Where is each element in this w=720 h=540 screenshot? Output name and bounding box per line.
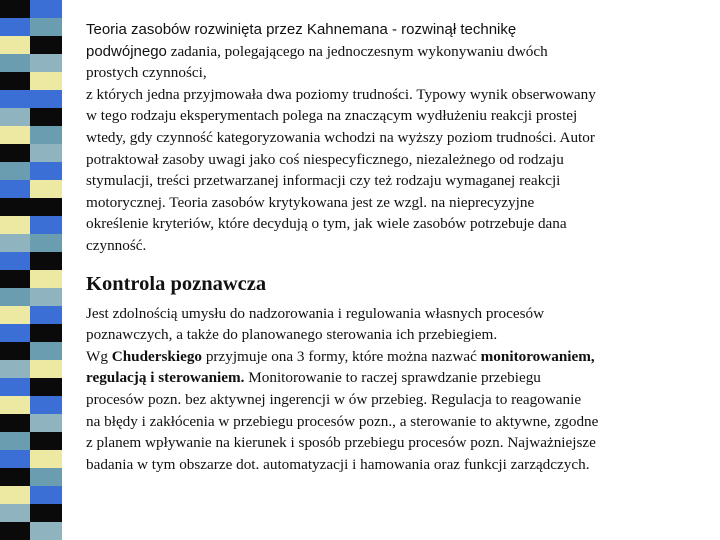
stripe-block (30, 90, 62, 108)
stripe-block (30, 234, 62, 252)
decorative-stripe (0, 0, 62, 540)
text-line: określenie kryteriów, które decydują o tym, jak wiele zasobów potrzebuje dana (86, 215, 567, 233)
text-line: na błędy i zakłócenia w przebiegu procesów pozn., a sterowanie to aktywne, zgodne (86, 412, 599, 430)
stripe-block (0, 126, 30, 144)
stripe-block (30, 180, 62, 198)
stripe-block (0, 504, 30, 522)
stripe-block (0, 414, 30, 432)
stripe-block (30, 396, 62, 414)
stripe-block (30, 432, 62, 450)
stripe-block (0, 270, 30, 288)
text-line: potraktował zasoby uwagi jako coś niespecyficznego, niezależnego od rodzaju (86, 150, 564, 168)
paragraph-cognitive-control (86, 303, 706, 476)
stripe-block (30, 72, 62, 90)
stripe-block (0, 198, 30, 216)
text-line: zadania, polegającego na jednoczesnym wykonywaniu dwóch (166, 42, 548, 60)
stripe-block (30, 0, 62, 18)
stripe-block (30, 252, 62, 270)
stripe-block (30, 108, 62, 126)
stripe-block (30, 486, 62, 504)
stripe-block (0, 36, 30, 54)
stripe-block (30, 126, 62, 144)
stripe-block (30, 36, 62, 54)
text-line: procesów pozn. bez aktywnej ingerencji w ów przebieg. Regulacja to reagowanie (86, 390, 582, 408)
stripe-block (30, 468, 62, 486)
text-line: poznawczych, a także do planowanego sterowania ich przebiegiem. (86, 326, 498, 344)
stripe-block (0, 450, 30, 468)
stripe-block (0, 144, 30, 162)
stripe-block (30, 198, 62, 216)
stripe-block (0, 324, 30, 342)
stripe-block (0, 108, 30, 126)
stripe-block (0, 432, 30, 450)
stripe-block (30, 414, 62, 432)
stripe-block (0, 18, 30, 36)
text-line: motorycznej. Teoria zasobów krytykowana jest ze wzgl. na nieprecyzyjne (86, 193, 535, 211)
stripe-block (0, 90, 30, 108)
text-segment: przyjmuje ona 3 formy, które można nazwać (202, 347, 481, 365)
paragraph-resource-theory (86, 19, 706, 257)
stripe-block (0, 54, 30, 72)
stripe-block (30, 18, 62, 36)
stripe-block (0, 0, 30, 18)
stripe-block (0, 180, 30, 198)
stripe-block (30, 54, 62, 72)
slide-content (86, 19, 706, 475)
stripe-block (0, 288, 30, 306)
stripe-block (0, 72, 30, 90)
stripe-block (30, 270, 62, 288)
text-line: z planem wpływanie na kierunek i sposób przebiegu procesów pozn. Najważniejsze (86, 434, 596, 452)
text-line: czynność. (86, 236, 147, 254)
section-heading: Kontrola poznawcza (86, 272, 267, 295)
text-line: prostych czynności, (86, 64, 207, 82)
stripe-block (30, 504, 62, 522)
stripe-block (30, 522, 62, 540)
stripe-block (30, 324, 62, 342)
stripe-block (30, 216, 62, 234)
text-line: z których jedna przyjmowała dwa poziomy trudności. Typowy wynik obserwowany (86, 85, 596, 103)
text-line: Teoria zasobów rozwinięta przez Kahnemana - rozwinął technikę (86, 21, 517, 38)
stripe-block (30, 144, 62, 162)
stripe-block (0, 306, 30, 324)
stripe-block (0, 234, 30, 252)
stripe-block (30, 162, 62, 180)
bold-term: monitorowaniem, (480, 347, 595, 365)
text-line: wtedy, gdy czynność kategoryzowania wchodzi na wyższy poziom trudności. Autor (86, 128, 595, 146)
text-line: Jest zdolnością umysłu do nadzorowania i regulowania własnych procesów (86, 304, 545, 322)
stripe-block (30, 450, 62, 468)
stripe-block (0, 216, 30, 234)
text-line: w tego rodzaju eksperymentach polega na znaczącym wydłużeniu reakcji prostej (86, 107, 578, 125)
text-segment: Monitorowanie to raczej sprawdzanie przebiegu (244, 369, 541, 387)
text-line: podwójnego (86, 42, 167, 60)
stripe-block (30, 378, 62, 396)
stripe-block (0, 252, 30, 270)
text-line: badania w tym obszarze dot. automatyzacji i hamowania oraz funkcji zarządczych. (86, 455, 590, 473)
stripe-block (0, 162, 30, 180)
stripe-block (0, 396, 30, 414)
stripe-block (30, 360, 62, 378)
stripe-block (0, 360, 30, 378)
text-segment: Wg (86, 347, 112, 365)
stripe-block (30, 342, 62, 360)
bold-term: regulacją i sterowaniem. (86, 369, 245, 387)
stripe-block (0, 378, 30, 396)
stripe-block (0, 468, 30, 486)
stripe-block (30, 288, 62, 306)
stripe-block (0, 486, 30, 504)
stripe-block (30, 306, 62, 324)
stripe-block (0, 522, 30, 540)
bold-term: Chuderskiego (111, 347, 203, 365)
stripe-block (0, 342, 30, 360)
text-line: stymulacji, treści przetwarzanej informacji czy też rodzaju wymaganej reakcji (86, 172, 561, 190)
